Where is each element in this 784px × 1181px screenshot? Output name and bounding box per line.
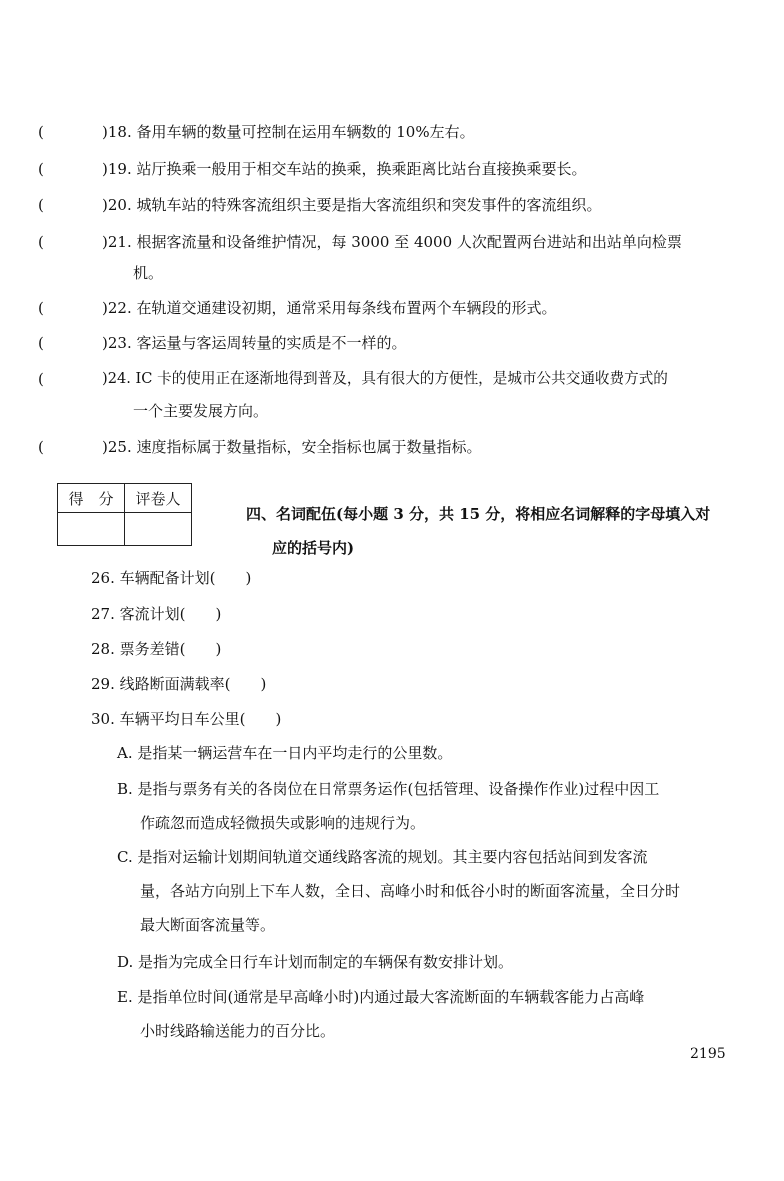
score-cell[interactable] [58,513,125,546]
definition-d: D. 是指为完成全日行车计划而制定的车辆保有数安排计划。 [117,953,514,971]
definition-b: B. 是指与票务有关的各岗位在日常票务运作(包括管理、设备操作作业)过程中因工 [117,780,660,798]
definition-c-cont1: 量，各站方向别上下车人数，全日、高峰小时和低谷小时的断面客流量，全日分时 [140,882,681,900]
question-text: )24. IC 卡的使用正在逐渐地得到普及，具有很大的方便性，是城市公共交通收费方式的 [102,370,668,387]
question-text: )23. 客运量与客运周转量的实质是不一样的。 [102,334,407,352]
term-item-27[interactable]: 27. 客流计划( ) [91,605,222,623]
answer-paren[interactable]: ( [38,299,44,317]
definition-e: E. 是指单位时间(通常是早高峰小时)内通过最大客流断面的车辆载客能力占高峰 [117,988,645,1006]
answer-paren[interactable]: ( [38,160,44,178]
question-text-continued: 一个主要发展方向。 [133,402,269,420]
section-title-cont: 应的括号内) [272,539,355,557]
answer-paren[interactable]: ( [38,123,44,141]
answer-paren[interactable]: ( [38,370,44,388]
grader-header: 评卷人 [125,484,192,513]
section-title: 四、名词配伍(每小题 3 分，共 15 分，将相应名词解释的字母填入对 [246,505,711,523]
definition-c: C. 是指对运输计划期间轨道交通线路客流的规划。其主要内容包括站间到发客流 [117,848,648,866]
question-text: )25. 速度指标属于数量指标，安全指标也属于数量指标。 [102,438,482,456]
answer-paren[interactable]: ( [38,334,44,352]
question-text: )22. 在轨道交通建设初期，通常采用每条线布置两个车辆段的形式。 [102,299,557,317]
answer-paren[interactable]: ( [38,438,44,456]
score-header: 得 分 [58,484,125,513]
definition-a: A. 是指某一辆运营车在一日内平均走行的公里数。 [117,744,453,762]
definition-c-cont2: 最大断面客流量等。 [140,916,276,934]
question-text: )21. 根据客流量和设备维护情况，每 3000 至 4000 人次配置两台进站和出站单向检票 [102,233,682,251]
term-item-30[interactable]: 30. 车辆平均日车公里( ) [91,710,282,728]
definition-b-cont: 作疏忽而造成轻微损失或影响的违规行为。 [140,814,426,832]
term-item-29[interactable]: 29. 线路断面满载率( ) [91,675,267,693]
question-text-continued: 机。 [133,264,164,282]
grader-cell[interactable] [125,513,192,546]
answer-paren[interactable]: ( [38,196,44,214]
term-item-28[interactable]: 28. 票务差错( ) [91,640,222,658]
score-table [57,483,192,546]
answer-paren[interactable]: ( [38,233,44,251]
page-number: 2195 [690,1046,726,1062]
question-text: )18. 备用车辆的数量可控制在运用车辆数的 10%左右。 [102,123,475,141]
term-item-26[interactable]: 26. 车辆配备计划( ) [91,569,252,587]
definition-e-cont: 小时线路输送能力的百分比。 [140,1022,336,1040]
question-text: )20. 城轨车站的特殊客流组织主要是指大客流组织和突发事件的客流组织。 [102,196,602,214]
question-text: )19. 站厅换乘一般用于相交车站的换乘，换乘距离比站台直接换乘要长。 [102,160,587,178]
